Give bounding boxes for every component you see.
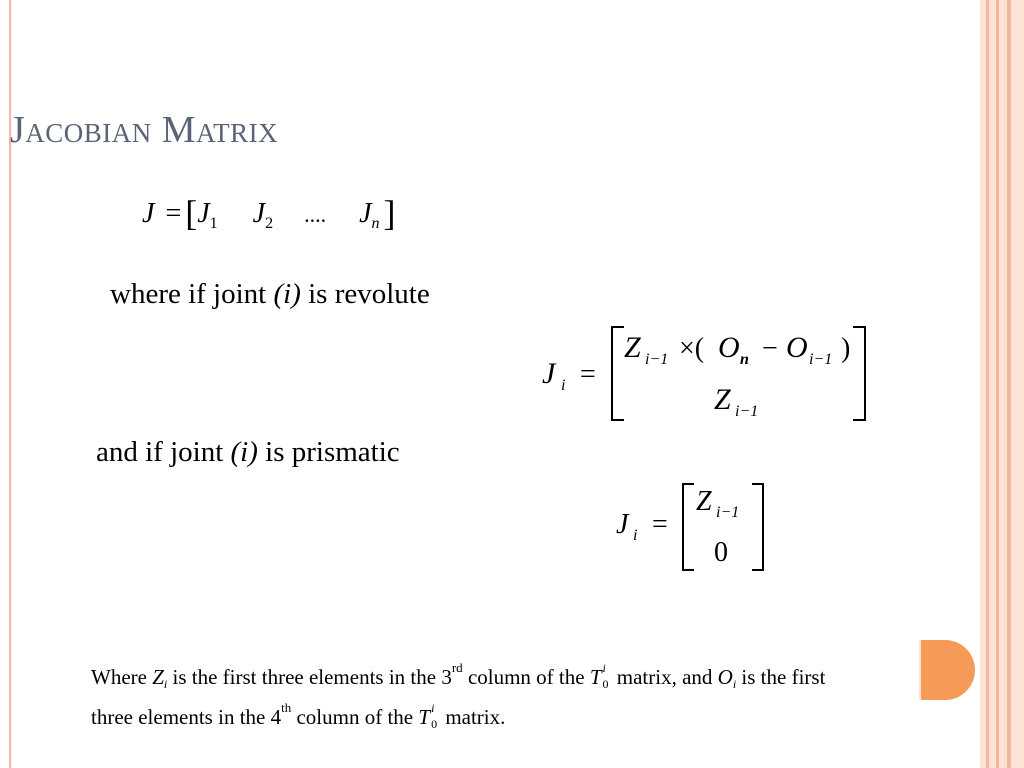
revolute-matrix xyxy=(538,320,878,430)
note-text: column of the xyxy=(291,705,419,729)
note-t: T xyxy=(418,705,431,729)
revolute-condition-text xyxy=(110,278,430,311)
pri-right-bracket xyxy=(752,484,763,570)
prismatic-matrix xyxy=(610,478,780,578)
entry-jn-sub: n xyxy=(371,215,380,232)
note-t-sub: 0 xyxy=(602,677,609,692)
pri-z: Z xyxy=(696,486,712,517)
rev-lhs-sub: i xyxy=(561,377,566,394)
rev-z: Z xyxy=(624,331,641,364)
entry-j2: J xyxy=(252,198,266,229)
note-t: T xyxy=(589,665,602,689)
rev-equals: = xyxy=(580,359,596,390)
entry-j2-sub: 2 xyxy=(265,215,274,232)
border-stripe xyxy=(1007,0,1011,768)
pri-z-sub: i−1 xyxy=(716,504,740,521)
note-text: column of the xyxy=(462,665,590,689)
pri-zero: 0 xyxy=(714,537,728,568)
note-line-2 xyxy=(91,700,505,730)
note-t-scripts xyxy=(602,661,612,692)
border-stripe xyxy=(996,0,999,768)
rev-left-bracket xyxy=(612,327,624,420)
note-text: matrix, and xyxy=(611,665,718,689)
entry-j1: J xyxy=(197,198,210,229)
revolute-post: is revolute xyxy=(300,278,430,310)
entry-j1-sub: 1 xyxy=(209,215,218,232)
note-t-scripts xyxy=(430,701,440,732)
prismatic-var: (i) xyxy=(230,436,258,468)
revolute-pre: where if joint xyxy=(110,278,274,310)
entry-jn: J xyxy=(359,198,372,229)
accent-tab xyxy=(921,640,975,700)
note-t-sup: i xyxy=(602,661,606,676)
note-text: matrix. xyxy=(440,705,506,729)
pri-left-bracket xyxy=(683,484,694,570)
pri-equals: = xyxy=(652,509,668,540)
rev-right-bracket xyxy=(853,327,865,420)
right-border-band xyxy=(980,0,1024,768)
jacobian-row-equation xyxy=(142,192,396,234)
pri-lhs-sub: i xyxy=(633,527,638,544)
rev-z-sub: i−1 xyxy=(645,351,669,368)
note-line-1 xyxy=(91,660,825,692)
note-o: O xyxy=(717,665,733,689)
note-t-sub: 0 xyxy=(431,717,438,732)
rev-oprev-sub: i−1 xyxy=(809,351,833,368)
rev-times: ×( xyxy=(679,333,705,364)
note-z-sub: i xyxy=(163,677,168,691)
revolute-var: (i) xyxy=(273,278,301,310)
eq-lhs: J xyxy=(142,198,155,229)
slide-title: Jacobian Matrix xyxy=(10,109,279,151)
prismatic-post: is prismatic xyxy=(257,436,400,468)
rev-oprev: O xyxy=(786,331,808,364)
note-text: is the first three elements in the 3 xyxy=(167,665,452,689)
rev-minus: − xyxy=(762,333,778,364)
entry-ellipsis: .... xyxy=(304,202,327,227)
rev-z2: Z xyxy=(714,383,731,416)
note-z: Z xyxy=(152,665,164,689)
prismatic-pre: and if joint xyxy=(96,436,231,468)
rev-z2-sub: i−1 xyxy=(735,403,759,420)
border-stripe xyxy=(986,0,989,768)
rev-on: O xyxy=(718,331,740,364)
note-text: is the first xyxy=(736,665,826,689)
note-text: Where xyxy=(91,665,153,689)
note-sup: th xyxy=(281,700,292,715)
rev-close: ) xyxy=(841,333,851,364)
note-sup: rd xyxy=(451,660,463,675)
note-o-sub: i xyxy=(732,677,737,691)
rev-lhs: J xyxy=(542,357,556,390)
eq-equals: = xyxy=(165,198,182,229)
prismatic-condition-text xyxy=(96,436,400,469)
pri-lhs: J xyxy=(616,509,629,540)
note-t-sup: i xyxy=(431,701,435,716)
note-text: three elements in the 4 xyxy=(91,705,282,729)
rev-on-sub: n xyxy=(740,351,749,368)
right-bracket: ] xyxy=(383,193,396,233)
left-bracket: [ xyxy=(185,193,198,233)
